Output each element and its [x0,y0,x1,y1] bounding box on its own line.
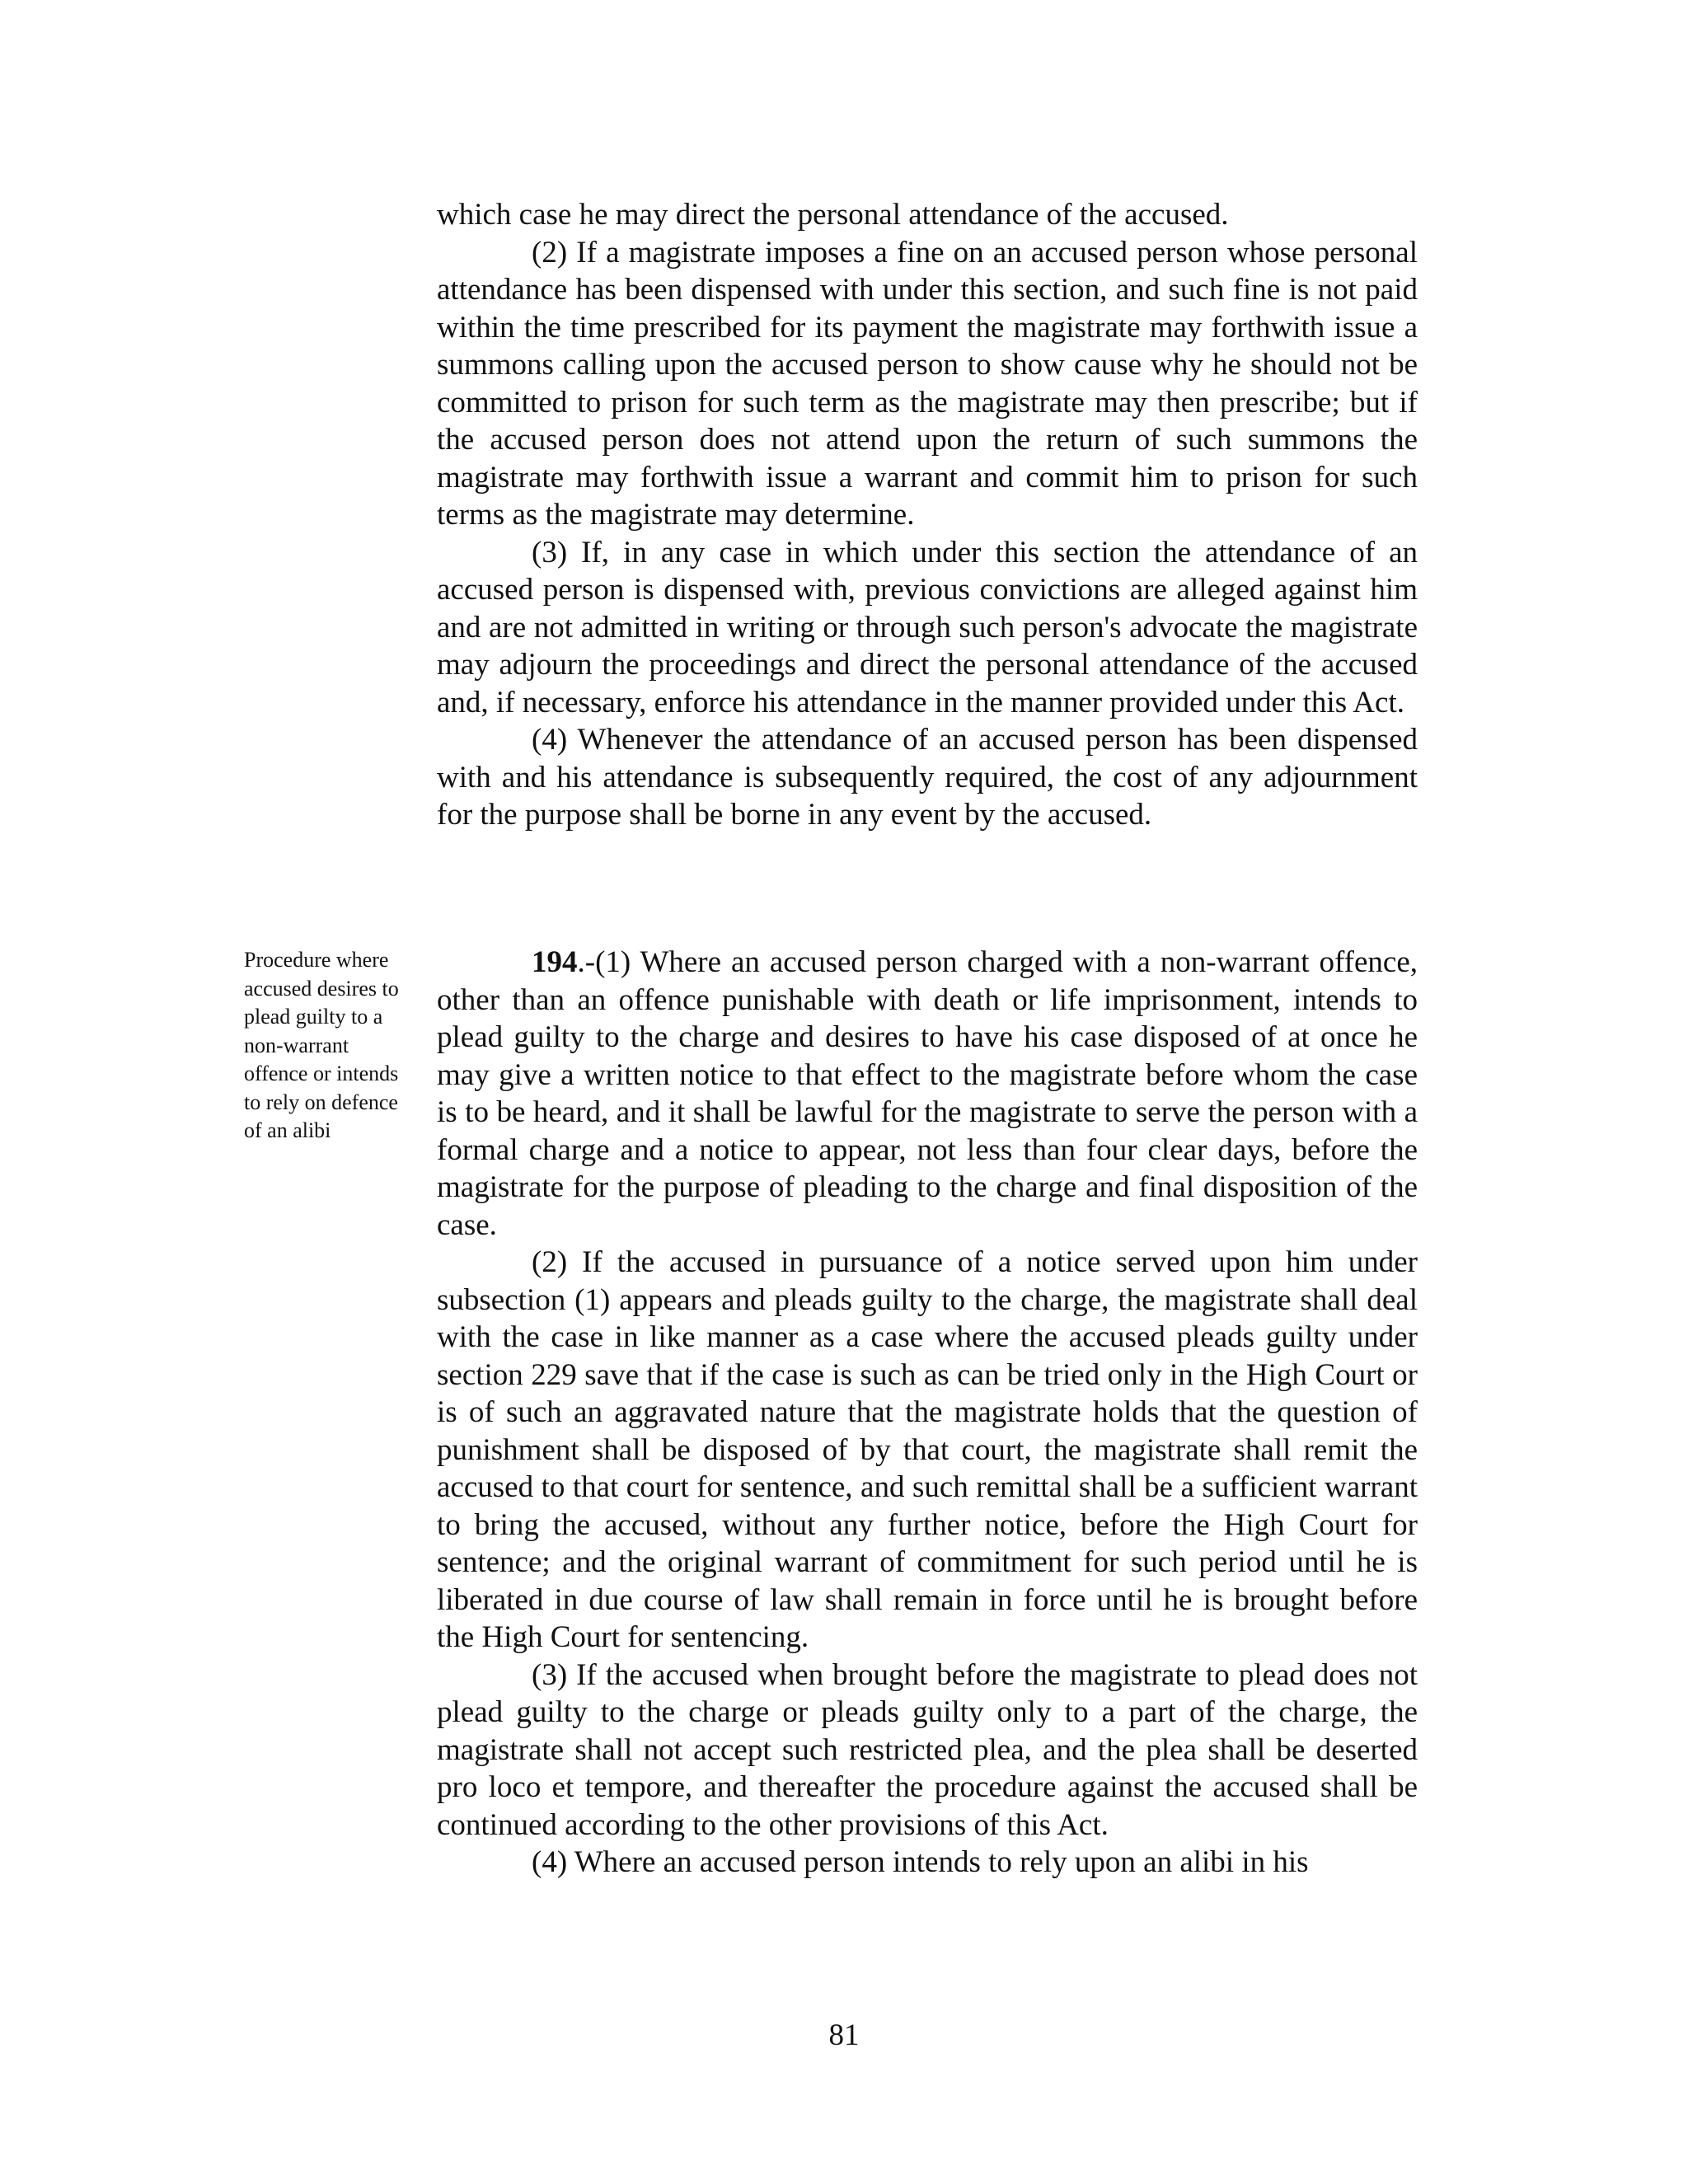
section-194-subsection-1 [437,944,1418,1244]
section-number: 194 [532,945,578,979]
subsection-4-paragraph: (4) Whenever the attendance of an accused person has been dispensed with and his attendance is subsequently required, the cost of any adjournment for the purpose shall be borne in any event by the accused. [437,723,1418,832]
section-194 [437,944,1418,1882]
section-193-continuation [437,196,1418,834]
page-number: 81 [828,2018,860,2052]
continuation-paragraph: which case he may direct the personal attendance of the accused. [437,198,1229,232]
section-194-subsection-1-text: .-(1) Where an accused person charged with a non-warrant offence, other than an offence punishable with death or life imprisonment, intends to plead guilty to the charge and desires to have his case disposed of at once he may give a written notice to that effect to the magistrate before whom the case is to be heard, and it shall be lawful for the magistrate to serve the person with a formal charge and a notice to appear, not less than four clear days, before the magistrate for the purpose of pleading to the charge and final disposition of the case. [437,945,1418,1242]
subsection-2-paragraph: (2) If a magistrate imposes a fine on an accused person whose personal attendance has been dispensed with under this section, and such fine is not paid within the time prescribed for its payment the magistrate may forthwith issue a summons calling upon the accused person to show cause why he should not be committed to prison for such term as the magistrate may then prescribe; but if the accused person does not attend upon the return of such summons the magistrate may forthwith issue a warrant and commit him to prison for such terms as the magistrate may determine. [437,235,1418,532]
section-194-subsection-4: (4) Where an accused person intends to rely upon an alibi in his [532,1845,1309,1879]
marginal-note: Procedure where accused desires to plead guilty to a non-warrant offence or intends to rely on defence of an alibi [244,948,399,1142]
section-194-subsection-2: (2) If the accused in pursuance of a notice served upon him under subsection (1) appears and pleads guilty to the charge, the magistrate shall deal with the case in like manner as a case where the accused pleads guilty under section 229 save that if the case is such as can be tried only in the High Court or is of such an aggravated nature that the magistrate holds that the question of punishment shall be disposed of by that court, the magistrate shall remit the accused to that court for sentence, and such remittal shall be a sufficient warrant to bring the accused, without any further notice, before the High Court for sentence; and the original warrant of commitment for such period until he is liberated in due course of law shall remain in force until he is brought before the High Court for sentencing. [437,1245,1418,1654]
subsection-3-paragraph: (3) If, in any case in which under this section the attendance of an accused person is dispensed with, previous convictions are alleged against him and are not admitted in writing or through such person's advocate the magistrate may adjourn the proceedings and direct the personal attendance of the accused and, if necessary, enforce his attendance in the manner provided under this Act. [437,535,1418,719]
section-194-subsection-3: (3) If the accused when brought before the magistrate to plead does not plead guilty to the charge or pleads guilty only to a part of the charge, the magistrate shall not accept such restricted plea, and the plea shall be deserted pro loco et tempore, and thereafter the procedure against the accused shall be continued according to the other provisions of this Act. [437,1657,1418,1842]
